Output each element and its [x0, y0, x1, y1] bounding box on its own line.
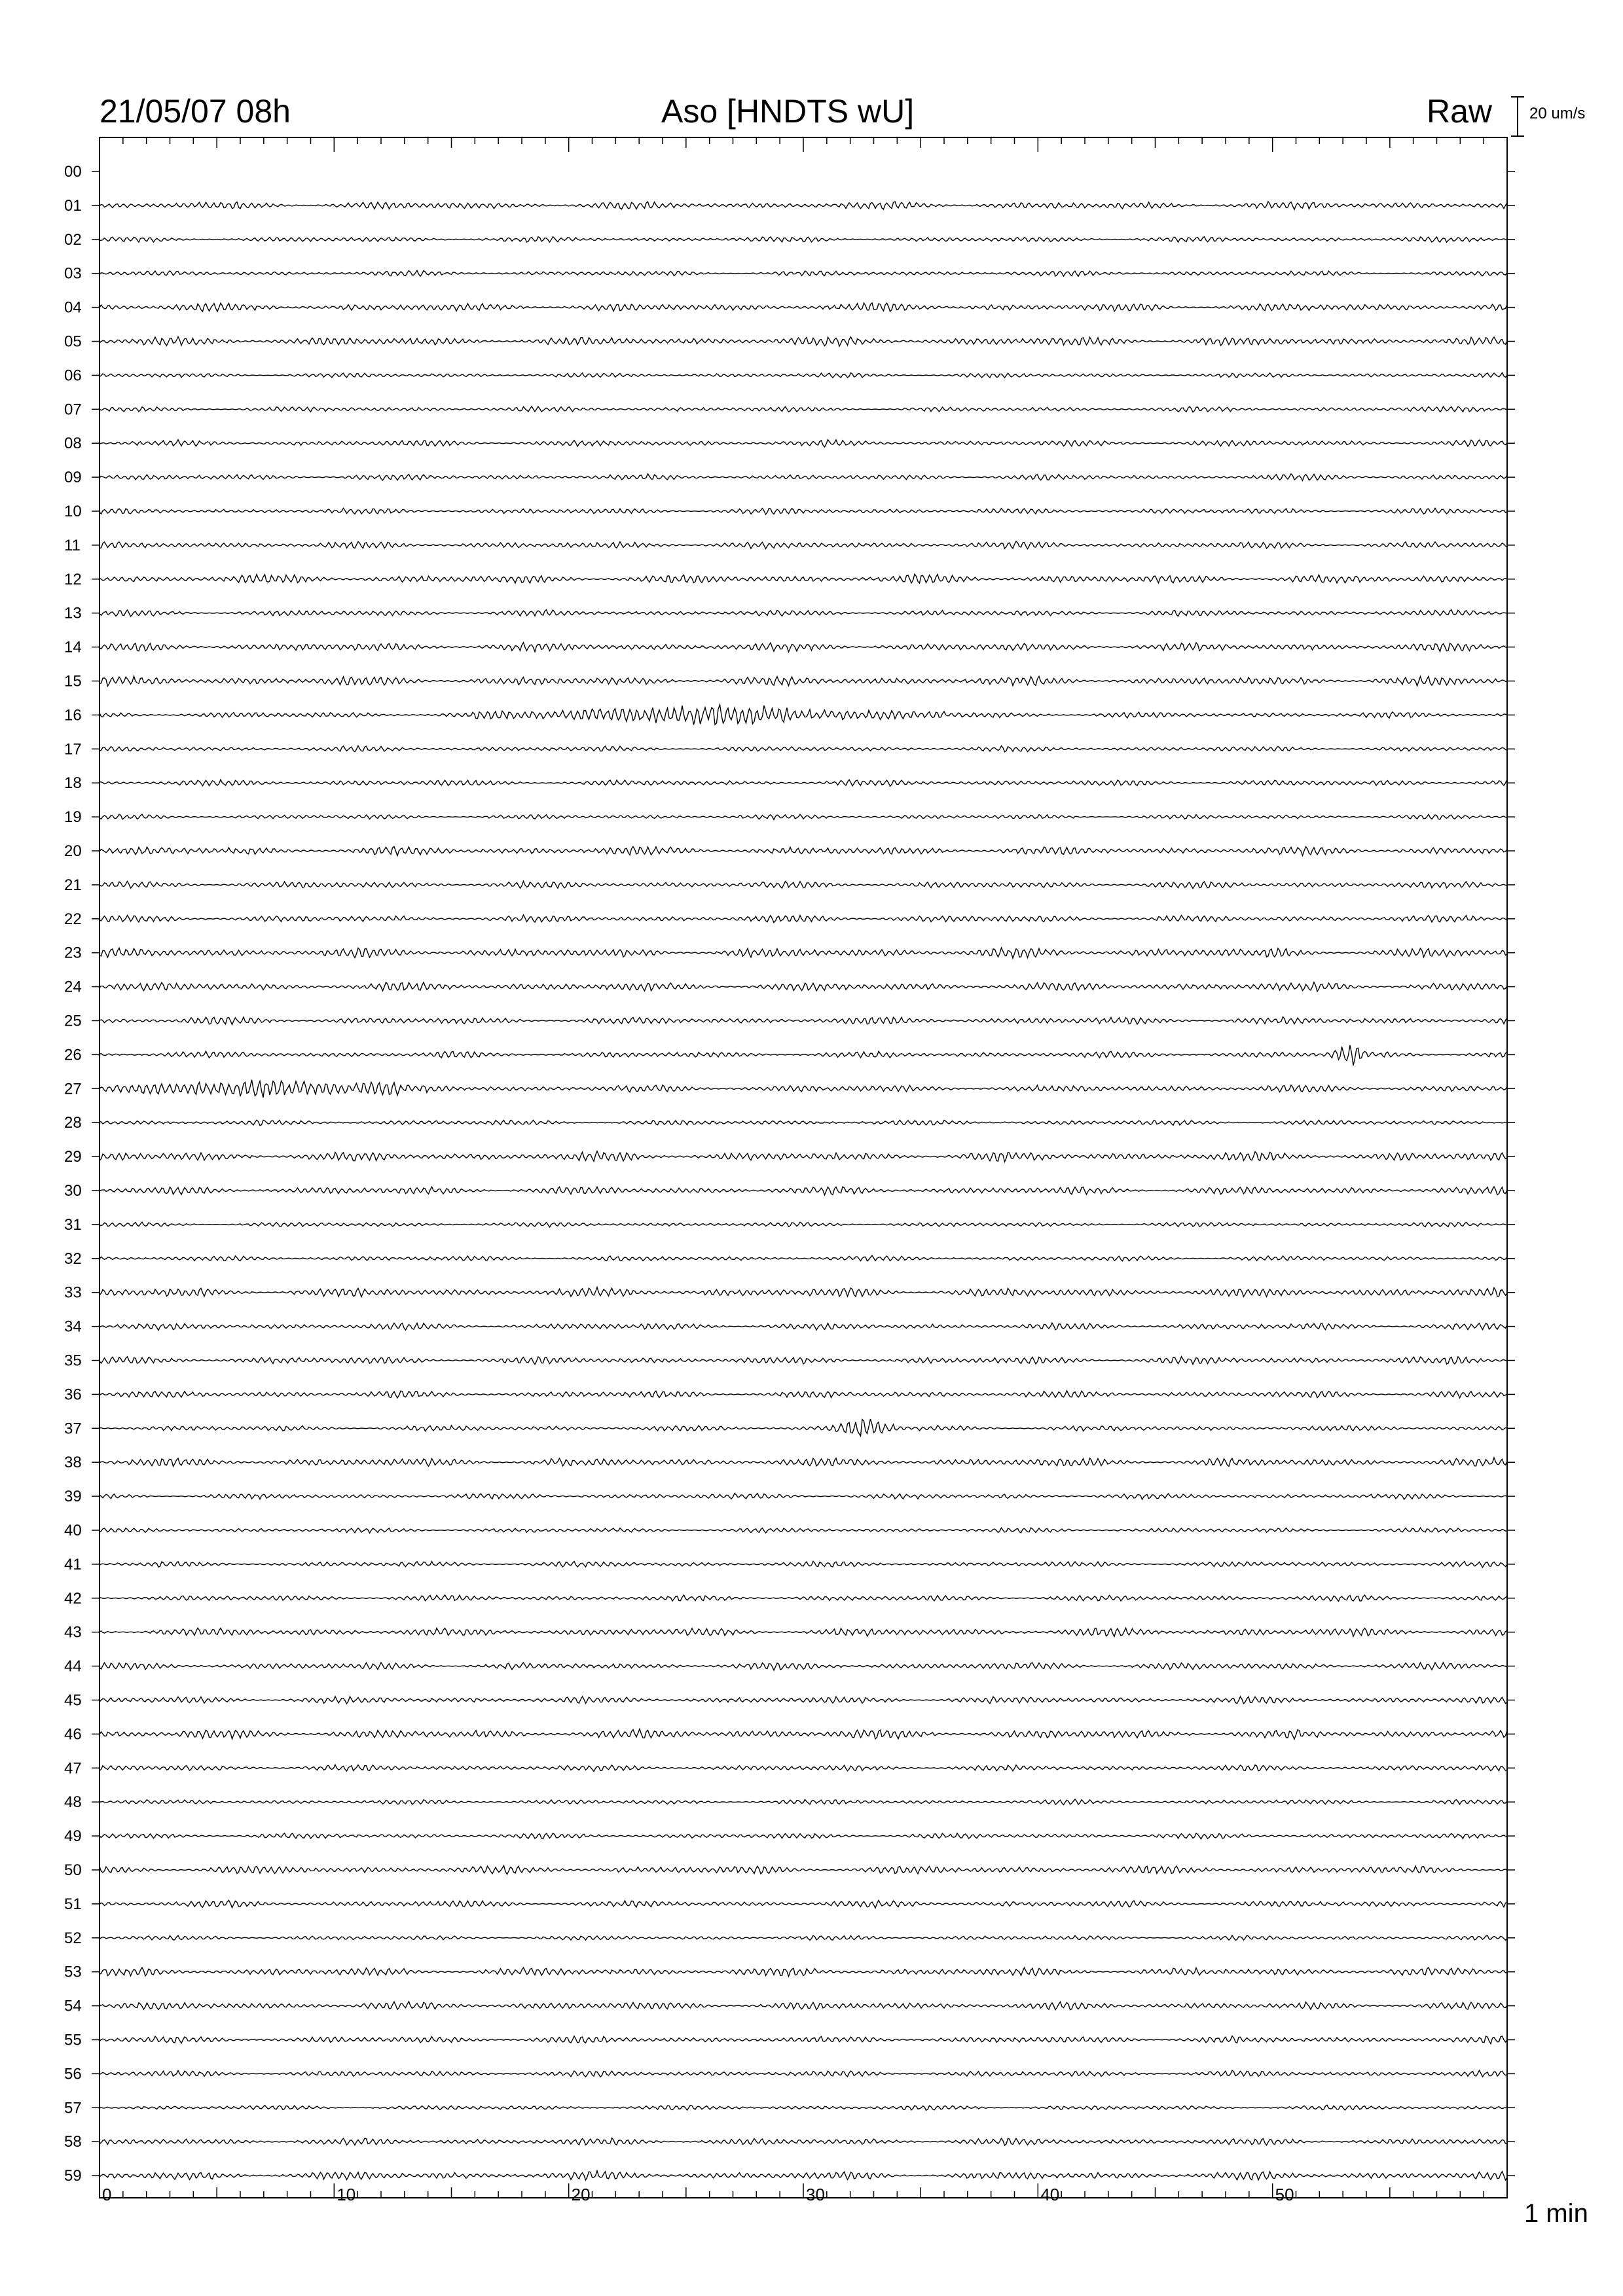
row-label: 04: [64, 298, 82, 317]
row-label: 35: [64, 1352, 82, 1370]
x-tick-label: 50: [1275, 2185, 1294, 2204]
trace-group: [100, 202, 1507, 2180]
trace-19: [100, 814, 1507, 819]
scale-bar-label: 20 um/s: [1529, 105, 1586, 122]
row-label: 56: [64, 2065, 82, 2083]
row-label: 58: [64, 2133, 82, 2151]
trace-38: [100, 1458, 1507, 1467]
row-label: 50: [64, 1861, 82, 1879]
row-label: 09: [64, 469, 82, 487]
trace-10: [100, 508, 1507, 514]
row-label: 59: [64, 2167, 82, 2185]
trace-02: [100, 237, 1507, 243]
row-label: 18: [64, 774, 82, 793]
row-label: 38: [64, 1454, 82, 1472]
x-tick-label: 10: [337, 2185, 356, 2204]
row-label: 16: [64, 706, 82, 725]
trace-05: [100, 336, 1507, 346]
row-label: 54: [64, 1997, 82, 2015]
row-label: 24: [64, 978, 82, 996]
trace-50: [100, 1866, 1507, 1874]
row-label: 01: [64, 196, 82, 215]
row-label: 47: [64, 1759, 82, 1778]
row-label: 26: [64, 1046, 82, 1064]
trace-35: [100, 1357, 1507, 1365]
trace-06: [100, 372, 1507, 378]
trace-26: [100, 1045, 1507, 1066]
trace-01: [100, 202, 1507, 209]
row-label: 20: [64, 842, 82, 860]
row-label: 32: [64, 1249, 82, 1268]
row-label: 27: [64, 1080, 82, 1098]
trace-11: [100, 541, 1507, 549]
row-label: 41: [64, 1555, 82, 1573]
trace-31: [100, 1222, 1507, 1227]
row-label: 30: [64, 1182, 82, 1200]
trace-29: [100, 1151, 1507, 1162]
row-labels: [64, 163, 82, 2185]
row-label: 08: [64, 435, 82, 453]
trace-59: [100, 2171, 1507, 2180]
row-label: 22: [64, 910, 82, 928]
trace-27: [100, 1080, 1507, 1098]
trace-28: [100, 1120, 1507, 1125]
trace-57: [100, 2105, 1507, 2110]
row-label: 57: [64, 2099, 82, 2117]
row-label: 25: [64, 1012, 82, 1030]
row-label: 52: [64, 1929, 82, 1947]
trace-49: [100, 1833, 1507, 1839]
x-tick-label: 40: [1040, 2185, 1060, 2204]
row-label: 34: [64, 1318, 82, 1336]
trace-33: [100, 1287, 1507, 1297]
trace-43: [100, 1628, 1507, 1636]
trace-12: [100, 574, 1507, 583]
row-label: 13: [64, 604, 82, 622]
x-tick-label: 20: [571, 2185, 591, 2204]
axis-ticks: [92, 137, 1515, 2198]
row-label: 37: [64, 1420, 82, 1438]
trace-22: [100, 915, 1507, 923]
row-label: 48: [64, 1793, 82, 1812]
row-label: 51: [64, 1895, 82, 1913]
row-label: 21: [64, 876, 82, 894]
trace-58: [100, 2138, 1507, 2145]
trace-30: [100, 1187, 1507, 1195]
trace-04: [100, 303, 1507, 312]
x-tick-label: 0: [102, 2185, 112, 2204]
row-label: 46: [64, 1725, 82, 1744]
row-label: 36: [64, 1386, 82, 1404]
trace-41: [100, 1561, 1507, 1567]
trace-46: [100, 1729, 1507, 1740]
row-label: 55: [64, 2031, 82, 2049]
row-label: 10: [64, 503, 82, 520]
trace-14: [100, 643, 1507, 652]
trace-25: [100, 1017, 1507, 1025]
row-label: 05: [64, 332, 82, 351]
trace-55: [100, 2036, 1507, 2044]
trace-15: [100, 676, 1507, 686]
row-label: 39: [64, 1488, 82, 1506]
trace-56: [100, 2070, 1507, 2077]
row-label: 49: [64, 1827, 82, 1846]
trace-44: [100, 1662, 1507, 1670]
row-label: 40: [64, 1522, 82, 1539]
header-station: Aso [HNDTS wU]: [661, 93, 915, 130]
header-date: 21/05/07 08h: [100, 93, 291, 130]
row-label: 23: [64, 944, 82, 962]
row-label: 17: [64, 740, 82, 759]
trace-18: [100, 780, 1507, 786]
trace-09: [100, 474, 1507, 481]
trace-23: [100, 948, 1507, 958]
row-label: 53: [64, 1963, 82, 1981]
trace-51: [100, 1900, 1507, 1908]
trace-20: [100, 846, 1507, 855]
row-label: 12: [64, 570, 82, 588]
trace-13: [100, 610, 1507, 617]
trace-40: [100, 1528, 1507, 1533]
header-mode: Raw: [1426, 93, 1492, 130]
row-label: 02: [64, 230, 82, 249]
row-label: 44: [64, 1657, 82, 1676]
row-label: 42: [64, 1589, 82, 1607]
trace-36: [100, 1391, 1507, 1398]
trace-17: [100, 745, 1507, 751]
row-label: 33: [64, 1283, 82, 1302]
trace-07: [100, 406, 1507, 412]
row-label: 14: [64, 638, 82, 656]
trace-32: [100, 1255, 1507, 1261]
row-label: 06: [64, 367, 82, 385]
row-label: 43: [64, 1623, 82, 1641]
trace-16: [100, 705, 1507, 725]
row-label: 15: [64, 672, 82, 691]
trace-45: [100, 1696, 1507, 1704]
trace-47: [100, 1765, 1507, 1771]
trace-52: [100, 1935, 1507, 1940]
row-label: 00: [64, 163, 82, 181]
row-label: 07: [64, 401, 82, 419]
row-label: 03: [64, 264, 82, 283]
x-tick-label: 30: [806, 2185, 825, 2204]
trace-24: [100, 982, 1507, 992]
row-label: 19: [64, 808, 82, 827]
trace-54: [100, 2001, 1507, 2010]
x-axis-unit-label: 1 min: [1524, 2199, 1588, 2228]
row-label: 11: [64, 536, 81, 554]
trace-08: [100, 440, 1507, 447]
trace-42: [100, 1595, 1507, 1602]
row-label: 29: [64, 1148, 82, 1166]
row-label: 31: [64, 1215, 82, 1234]
row-label: 28: [64, 1114, 82, 1132]
x-tick-labels: [102, 2185, 1294, 2204]
trace-37: [100, 1419, 1507, 1436]
trace-03: [100, 270, 1507, 276]
trace-21: [100, 881, 1507, 888]
trace-48: [100, 1799, 1507, 1805]
trace-39: [100, 1494, 1507, 1499]
trace-53: [100, 1967, 1507, 1977]
row-label: 45: [64, 1691, 82, 1710]
trace-34: [100, 1323, 1507, 1330]
plot-frame: [100, 137, 1507, 2198]
